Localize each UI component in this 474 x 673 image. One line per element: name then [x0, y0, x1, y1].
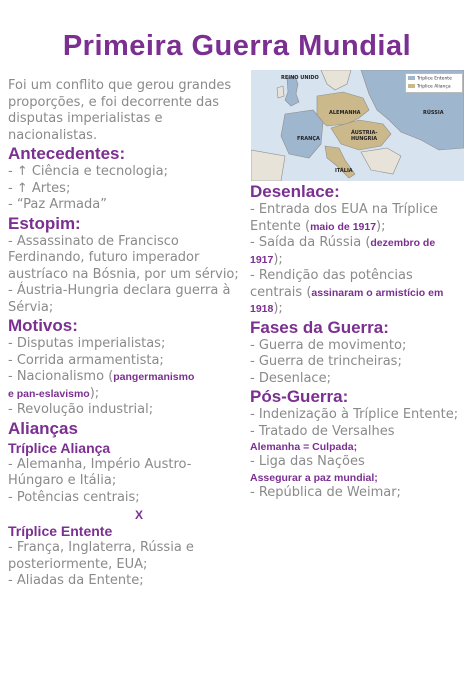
- right-column: [250, 182, 468, 501]
- list-item: - Potências centrais;: [8, 489, 140, 505]
- list-item: [8, 369, 240, 386]
- pos-guerra-heading: Pós-Guerra:: [250, 387, 349, 406]
- map-legend: [405, 73, 463, 93]
- highlight-note: e pan-eslavismo: [8, 387, 90, 400]
- highlight-note: Assegurar a paz mundial;: [250, 471, 378, 484]
- highlight-note: assinaram o armistício em 1918: [250, 286, 444, 315]
- map-label-reino-unido: REINO UNIDO: [281, 75, 319, 81]
- list-item: - ↑ Ciência e tecnologia;: [8, 164, 168, 179]
- highlight-note: maio de 1917: [310, 220, 377, 233]
- map-label-franca: FRANÇA: [297, 136, 320, 142]
- legend-swatch-entente: [408, 76, 415, 80]
- legend-entente: [408, 76, 452, 82]
- highlight-note: pangermanismo: [113, 371, 195, 383]
- triplice-alianca-heading: Tríplice Aliança: [8, 439, 111, 456]
- list-item: - ↑ Artes;: [8, 180, 71, 196]
- antecedentes-heading: Antecedentes:: [8, 144, 126, 163]
- note-paren: (: [108, 369, 114, 384]
- item-text: - Rendição das potências centrais: [250, 268, 413, 300]
- scandinavia-shape: [321, 70, 351, 90]
- desenlace-heading: Desenlace:: [250, 182, 340, 201]
- map-label-russia: RÚSSIA: [423, 110, 444, 116]
- left-column: [8, 78, 240, 590]
- list-item: - Revolução industrial;: [8, 402, 154, 417]
- versus-mark: X: [134, 508, 143, 522]
- list-item: - Rendição das potências centrais (assinaram o armistício em 1918);: [250, 268, 444, 316]
- intro-text: Foi um conflito que gerou grandes proporções, e foi decorrente das disputas imperialistas e nacionalistas.: [8, 78, 232, 143]
- map-label-hungria: HUNGRIA: [351, 136, 378, 142]
- item-text: - Nacionalismo: [8, 369, 109, 384]
- list-item: - Saída da Rússia (dezembro de 1917);: [250, 235, 436, 267]
- list-item: - Aliadas da Entente;: [8, 573, 144, 588]
- motivos-heading: Motivos:: [8, 316, 78, 335]
- map-label-austria: ÁUSTRIA-: [351, 130, 378, 136]
- legend-alianca: [408, 84, 451, 90]
- france-shape: [281, 110, 323, 158]
- triplice-entente-heading: Tríplice Entente: [8, 523, 113, 539]
- list-item: - França, Inglaterra, Rússia e posteriormente, EUA;: [8, 540, 194, 572]
- list-item: - República de Weimar;: [250, 484, 401, 500]
- highlight-note: dezembro de 1917: [250, 237, 436, 266]
- list-item: [8, 386, 240, 403]
- balkans-shape: [361, 148, 401, 174]
- list-item: - Desenlace;: [250, 370, 331, 386]
- ireland-shape: [277, 86, 284, 98]
- map-label-alemanha: ALEMANHA: [329, 110, 361, 116]
- item-text: - Saída da Rússia: [250, 235, 366, 250]
- list-item: - “Paz Armada”: [8, 197, 107, 212]
- legend-label: Tríplice Entente: [417, 76, 452, 82]
- highlight-note: Alemanha = Culpada;: [250, 441, 358, 453]
- list-item: - Guerra de trincheiras;: [250, 354, 402, 369]
- fases-heading: Fases da Guerra:: [250, 317, 389, 337]
- list-item: - Indenização à Tríplice Entente;: [250, 407, 459, 422]
- list-item: - Guerra de movimento;: [250, 337, 407, 353]
- list-item: - Assassinato de Francisco Ferdinando, futuro imperador austríaco na Bósnia, por um sérvio;: [8, 233, 239, 282]
- iberia-shape: [251, 150, 285, 181]
- europe-map: [251, 70, 464, 181]
- note-paren: );: [89, 385, 100, 401]
- list-item: - Entrada dos EUA na Tríplice Entente (maio de 1917);: [250, 202, 438, 234]
- aliancas-heading: Alianças: [8, 418, 78, 438]
- list-item: - Alemanha, Império Austro-Húngaro e Itália;: [8, 456, 192, 488]
- list-item: - Corrida armamentista;: [8, 352, 164, 368]
- list-item: - Áustria-Hungria declara guerra à Sérvia;: [8, 283, 231, 315]
- page-title: Primeira Guerra Mundial: [62, 30, 412, 62]
- legend-swatch-alianca: [408, 84, 415, 88]
- estopim-heading: Estopim:: [8, 213, 81, 233]
- map-label-italia: ITÁLIA: [335, 168, 353, 174]
- list-item: - Tratado de Versalhes: [250, 423, 395, 439]
- list-item: - Disputas imperialistas;: [8, 336, 166, 351]
- item-text: - Entrada dos EUA na Tríplice Entente: [250, 202, 438, 234]
- legend-label: Tríplice Aliança: [417, 84, 451, 90]
- list-item: - Liga das Nações: [250, 454, 365, 469]
